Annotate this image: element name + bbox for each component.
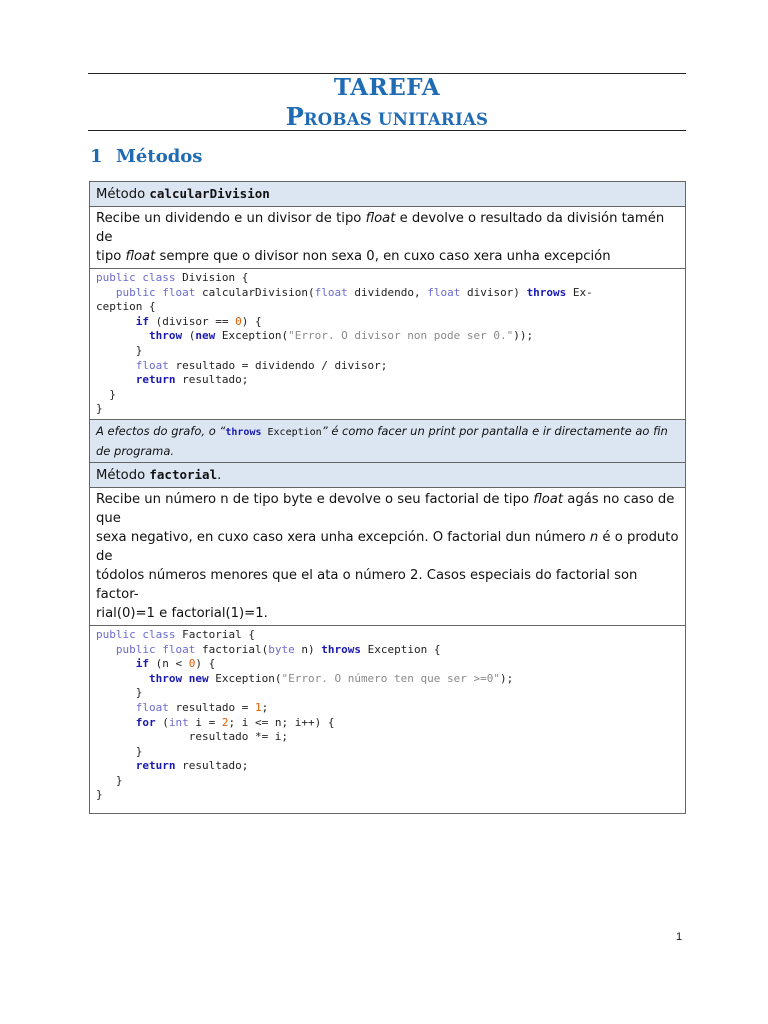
description-line: tódolos números menores que el ata o número 2. Casos especiais do factorial son factor- <box>96 567 638 602</box>
method2-description-row <box>90 487 686 625</box>
method1-name: calcularDivision <box>149 186 270 201</box>
method2-description <box>90 487 686 625</box>
note-after-line2: de programa. <box>96 443 175 458</box>
method1-header-prefix: Método <box>96 187 150 202</box>
method2-name: factorial <box>149 466 218 482</box>
method1-note <box>90 419 686 462</box>
description-line: tipo float sempre que o divisor non sexa 0, en cuxo caso xera unha excepción <box>96 249 611 264</box>
code-line: } <box>96 773 123 787</box>
code-line: for (int i = 2; i <= n; i++) { <box>135 715 335 729</box>
note-code-keyword: throws <box>225 426 262 438</box>
code-line: ception { <box>96 300 156 314</box>
method1-code-cell <box>90 269 686 420</box>
code-line: throw (new Exception("Error. O divisor non pode ser 0.")); <box>148 329 534 343</box>
method2-code-cell <box>90 625 686 813</box>
method1-note-row <box>90 419 686 462</box>
method2-header-row <box>90 462 686 487</box>
code-line: public float factorial(byte n) throws Exception { <box>115 642 441 656</box>
code-line: public class Division { <box>96 271 249 284</box>
note-after-line1: ” é como facer un print por pantalla e ir directamente ao fin <box>321 423 668 438</box>
document-title: TAREFA <box>333 74 441 101</box>
method1-description <box>90 207 686 269</box>
note-before: A efectos do grafo, o “ <box>96 423 226 438</box>
code-line: } <box>96 686 143 700</box>
code-line: if (n < 0) { <box>135 657 216 671</box>
description-line: Recibe un dividendo e un divisor de tipo float e devolve o resultado da división tamén de <box>96 211 665 245</box>
code-line: return resultado; <box>135 759 249 773</box>
description-line: rial(0)=1 e factorial(1)=1. <box>96 605 268 621</box>
section-title: Métodos <box>116 146 203 167</box>
methods-table <box>89 181 686 814</box>
section-number: 1 <box>90 146 103 167</box>
code-line: } <box>96 402 103 416</box>
method1-header <box>90 182 686 207</box>
method2-code <box>96 628 679 803</box>
code-line: return resultado; <box>135 373 249 387</box>
note-code-rest: Exception <box>261 426 322 438</box>
page-number: 1 <box>676 931 683 943</box>
code-line: } <box>96 387 116 401</box>
method1-description-row <box>90 207 686 269</box>
code-line: public float calcularDivision(float dividendo, float divisor) throws Ex- <box>115 285 593 299</box>
subtitle-rest: ROBAS UNITARIAS <box>303 110 489 129</box>
code-line: float resultado = dividendo / divisor; <box>135 358 388 372</box>
code-line: } <box>96 343 143 357</box>
method2-header-suffix: . <box>217 467 222 483</box>
code-line: } <box>96 744 143 758</box>
method1-code-row <box>90 269 686 420</box>
method2-code-row <box>90 625 686 813</box>
code-line: float resultado = 1; <box>135 700 269 714</box>
method2-header <box>90 462 686 487</box>
method2-header-prefix: Método <box>96 467 150 483</box>
code-line: if (divisor == 0) { <box>135 314 262 328</box>
code-line: throw new Exception("Error. O número ten que ser >=0"); <box>148 671 514 685</box>
subtitle-initial: P <box>285 102 304 131</box>
title-bottom-rule <box>88 130 686 131</box>
code-line: resultado *= i; <box>96 730 289 744</box>
code-line: } <box>96 788 103 802</box>
description-line: Recibe un número n de tipo byte e devolve o seu factorial de tipo float agás no caso de que <box>96 491 675 526</box>
document-subtitle <box>88 102 686 131</box>
section-heading <box>90 146 202 167</box>
note-code <box>225 427 321 438</box>
code-line: public class Factorial { <box>96 627 255 641</box>
method1-code <box>96 271 679 417</box>
description-line: sexa negativo, en cuxo caso xera unha excepción. O factorial dun número n é o produto de <box>96 529 679 564</box>
method1-header-row <box>90 182 686 207</box>
